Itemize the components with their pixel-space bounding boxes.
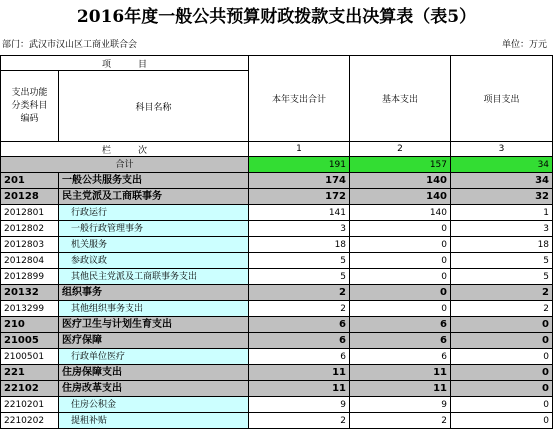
table-row <box>1 301 553 317</box>
row-total: 2 <box>249 285 350 301</box>
total-basic: 157 <box>350 157 451 173</box>
row-basic: 0 <box>350 269 451 285</box>
header-col-no-3: 3 <box>451 142 553 157</box>
row-project: 5 <box>451 269 553 285</box>
row-project: 0 <box>451 381 553 397</box>
header-column-label: 栏 次 <box>1 142 249 157</box>
row-name: 民主党派及工商联事务 <box>59 189 249 205</box>
row-basic: 0 <box>350 285 451 301</box>
row-code: 2012802 <box>1 221 59 237</box>
table-row <box>1 317 553 333</box>
row-project: 32 <box>451 189 553 205</box>
row-name: 其他民主党派及工商联事务支出 <box>59 269 249 285</box>
header-col-project: 项目支出 <box>451 56 553 142</box>
row-project: 18 <box>451 237 553 253</box>
row-code: 221 <box>1 365 59 381</box>
row-project: 0 <box>451 413 553 429</box>
row-basic: 2 <box>350 413 451 429</box>
row-total: 6 <box>249 349 350 365</box>
header-code-label-line3: 编码 <box>20 113 39 124</box>
table-row <box>1 221 553 237</box>
total-label: 合计 <box>1 157 249 173</box>
row-basic: 6 <box>350 317 451 333</box>
header-col-basic: 基本支出 <box>350 56 451 142</box>
table-row <box>1 205 553 221</box>
row-total: 6 <box>249 333 350 349</box>
row-code: 2210202 <box>1 413 59 429</box>
row-project: 2 <box>451 301 553 317</box>
header-col-no-1: 1 <box>249 142 350 157</box>
page-title: 2016年度一般公共预算财政拨款支出决算表（表5） <box>76 7 477 27</box>
row-project: 0 <box>451 317 553 333</box>
row-project: 2 <box>451 285 553 301</box>
budget-table <box>0 55 553 429</box>
row-project: 0 <box>451 365 553 381</box>
total-project: 34 <box>451 157 553 173</box>
row-name: 行政运行 <box>59 205 249 221</box>
table-row <box>1 333 553 349</box>
row-basic: 140 <box>350 173 451 189</box>
row-total: 11 <box>249 365 350 381</box>
row-basic: 0 <box>350 253 451 269</box>
row-total: 11 <box>249 381 350 397</box>
row-name: 一般行政管理事务 <box>59 221 249 237</box>
row-name: 机关服务 <box>59 237 249 253</box>
row-total: 141 <box>249 205 350 221</box>
row-name: 医疗保障 <box>59 333 249 349</box>
row-total: 174 <box>249 173 350 189</box>
row-project: 5 <box>451 253 553 269</box>
row-project: 3 <box>451 221 553 237</box>
row-code: 2210201 <box>1 397 59 413</box>
row-code: 201 <box>1 173 59 189</box>
row-name: 住房保障支出 <box>59 365 249 381</box>
row-basic: 0 <box>350 237 451 253</box>
row-name: 其他组织事务支出 <box>59 301 249 317</box>
table-row <box>1 413 553 429</box>
header-code-label-line2: 分类科目 <box>11 100 48 111</box>
header-col-no-2: 2 <box>350 142 451 157</box>
row-code: 210 <box>1 317 59 333</box>
table-row <box>1 189 553 205</box>
row-code: 22102 <box>1 381 59 397</box>
row-name: 医疗卫生与计划生育支出 <box>59 317 249 333</box>
row-basic: 6 <box>350 333 451 349</box>
header-subject-name: 科目名称 <box>59 71 249 142</box>
total-total: 191 <box>249 157 350 173</box>
row-project: 1 <box>451 205 553 221</box>
row-basic: 11 <box>350 365 451 381</box>
row-code: 20128 <box>1 189 59 205</box>
row-project: 0 <box>451 349 553 365</box>
header-item: 项 目 <box>1 56 249 71</box>
row-basic: 0 <box>350 301 451 317</box>
header-code-label <box>1 71 59 142</box>
row-name: 住房公积金 <box>59 397 249 413</box>
row-code: 2100501 <box>1 349 59 365</box>
row-code: 2012803 <box>1 237 59 253</box>
row-name: 住房改革支出 <box>59 381 249 397</box>
header-code-label-line1: 支出功能 <box>11 87 48 98</box>
row-total: 18 <box>249 237 350 253</box>
row-total: 2 <box>249 413 350 429</box>
row-name: 行政单位医疗 <box>59 349 249 365</box>
table-row <box>1 381 553 397</box>
row-total: 5 <box>249 253 350 269</box>
row-total: 2 <box>249 301 350 317</box>
unit-label: 单位：万元 <box>501 40 547 50</box>
row-name: 组织事务 <box>59 285 249 301</box>
row-basic: 0 <box>350 221 451 237</box>
row-name: 参政议政 <box>59 253 249 269</box>
table-row <box>1 237 553 253</box>
row-code: 2012899 <box>1 269 59 285</box>
table-row <box>1 253 553 269</box>
row-name: 提租补贴 <box>59 413 249 429</box>
row-code: 21005 <box>1 333 59 349</box>
table-row <box>1 365 553 381</box>
row-code: 2013299 <box>1 301 59 317</box>
table-row <box>1 397 553 413</box>
header-col-total: 本年支出合计 <box>249 56 350 142</box>
row-code: 2012801 <box>1 205 59 221</box>
row-project: 34 <box>451 173 553 189</box>
department-label: 部门：武汉市汉山区工商业联合会 <box>2 40 138 50</box>
row-total: 6 <box>249 317 350 333</box>
row-code: 2012804 <box>1 253 59 269</box>
row-basic: 6 <box>350 349 451 365</box>
total-row <box>1 157 553 173</box>
row-basic: 140 <box>350 205 451 221</box>
table-row <box>1 285 553 301</box>
row-project: 0 <box>451 333 553 349</box>
table-row <box>1 349 553 365</box>
row-basic: 11 <box>350 381 451 397</box>
row-total: 3 <box>249 221 350 237</box>
row-basic: 140 <box>350 189 451 205</box>
table-row <box>1 173 553 189</box>
row-total: 9 <box>249 397 350 413</box>
row-code: 20132 <box>1 285 59 301</box>
table-row <box>1 269 553 285</box>
row-name: 一般公共服务支出 <box>59 173 249 189</box>
row-basic: 9 <box>350 397 451 413</box>
row-total: 172 <box>249 189 350 205</box>
row-total: 5 <box>249 269 350 285</box>
row-project: 0 <box>451 397 553 413</box>
